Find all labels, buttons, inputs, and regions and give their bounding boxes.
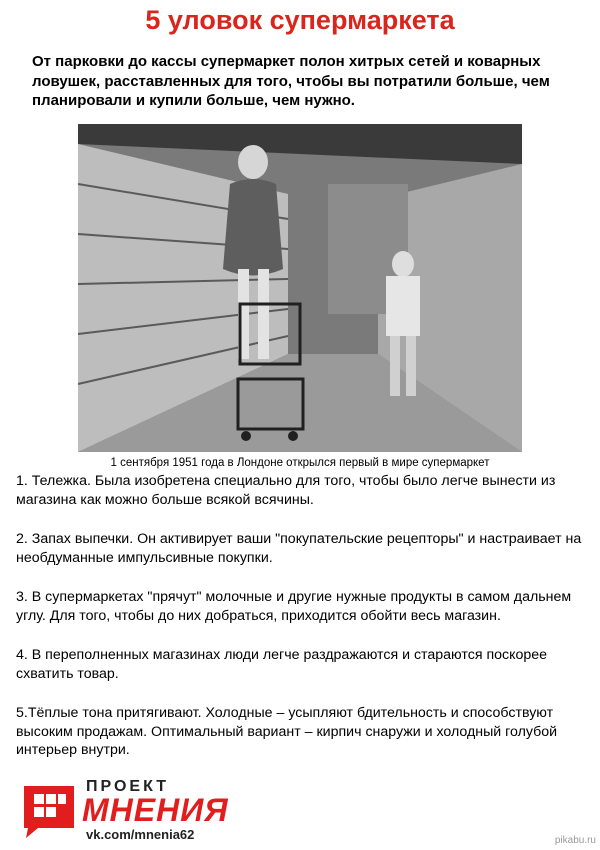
- page-title: 5 уловок супермаркета: [145, 5, 455, 35]
- tip-3: 3. В супермаркетах "прячут" молочные и другие нужные продукты в самом дальнем углу. Для того, чтобы до них добраться, приходится обойти весь магазин.: [16, 589, 572, 624]
- photo-caption: 1 сентября 1951 года в Лондоне открылся первый в мире супермаркет: [110, 457, 490, 469]
- logo-main-text: МНЕНИЯ: [82, 792, 229, 828]
- logo-url-link[interactable]: vk.com/mnenia62: [86, 827, 195, 842]
- logo-top-text: ПРОЕКТ: [86, 778, 170, 795]
- intro-text: От парковки до кассы супермаркет полон хитрых сетей и коварных ловушек, расставленных для того, чтобы вы потратили больше, чем планировали и купили больше, чем нужно.: [32, 53, 550, 109]
- watermark: pikabu.ru: [554, 835, 596, 846]
- tip-2: 2. Запах выпечки. Он активирует ваши "покупательские рецепторы" и настраивает на необдуманные импульсивные покупки.: [16, 531, 582, 566]
- supermarket-photo: [78, 124, 522, 452]
- tip-1: 1. Тележка. Была изобретена специально для того, чтобы было легче вынести из магазина как можно больше всякой всячины.: [16, 473, 556, 508]
- tips-list: [16, 472, 586, 781]
- project-logo: [20, 776, 260, 842]
- supermarket-photo-illustration: [78, 124, 522, 452]
- speech-bubble-icon: [20, 782, 78, 840]
- tip-5: 5.Тёплые тона притягивают. Холодные – усыпляют бдительность и способствуют высоким продажам. Оптимальный вариант – кирпич снаружи и холодный голубой интерьер внутри.: [16, 705, 558, 758]
- tip-4: 4. В переполненных магазинах люди легче раздражаются и стараются поскорее схватить товар.: [16, 647, 548, 682]
